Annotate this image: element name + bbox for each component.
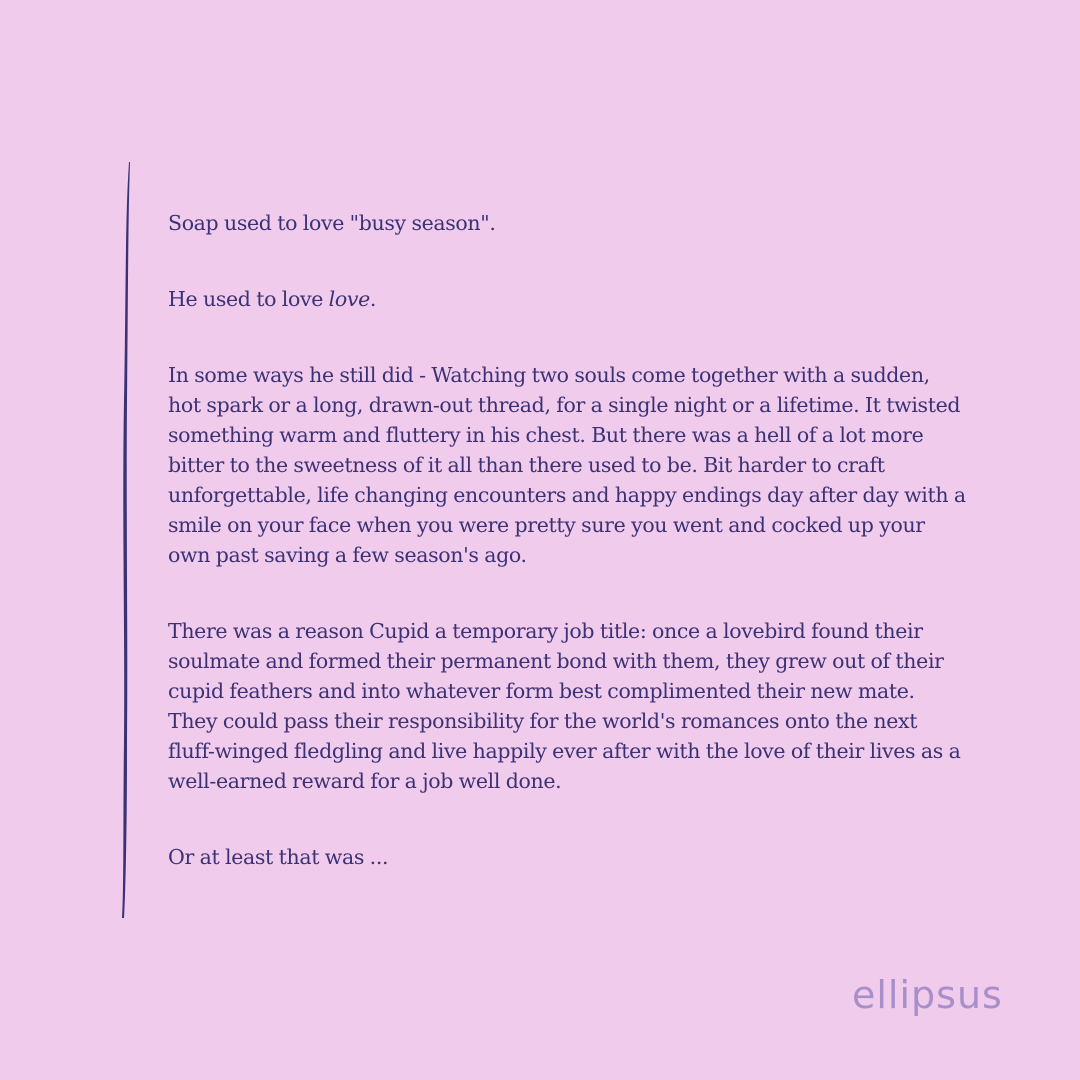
vertical-brush-rule [116,160,136,920]
paragraph-2-lead: He used to love [168,287,329,311]
paragraph-3: In some ways he still did - Watching two souls come together with a sudden, hot spark or a long, drawn-out thread, for a single night or a lifetime. It twisted something warm and fluttery in his chest. But there was a hell of a lot more bitter to the sweetness of it all than there used to be. Bit harder to craft unforgettable, life changing encounters and happy endings day after day with a smile on your face when you were pretty sure you went and cocked up your own past saving a few season's ago. [168,363,966,567]
paragraph-2 [168,284,968,314]
ellipsus-logo [850,968,1010,1018]
paragraph-5: Or at least that was ... [168,845,389,869]
paragraph-2-tail: . [369,287,377,311]
paragraph-2-emphasis: love [328,287,370,311]
logo-wordmark: ellipsus [852,973,1003,1017]
paragraph-1: Soap used to love "busy season". [168,211,496,235]
story-text [168,208,968,872]
paragraph-4: There was a reason Cupid a temporary job title: once a lovebird found their soulmate and formed their permanent bond with them, they grew out of their cupid feathers and into whatever form best complimented their new mate. They could pass their responsibility for the world's romances onto the next fluff-winged fledgling and live happily ever after with the love of their lives as a well-earned reward for a job well done. [168,619,961,793]
